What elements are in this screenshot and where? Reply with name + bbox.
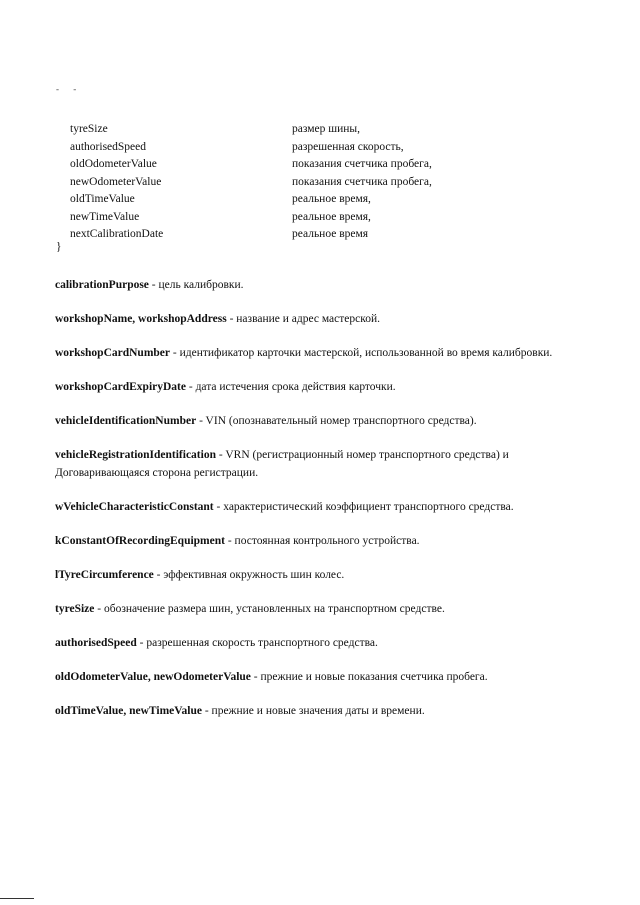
definition-paragraph bbox=[55, 412, 570, 430]
definition-term: tyreSize bbox=[55, 603, 95, 615]
field-name: oldTimeValue bbox=[70, 193, 135, 205]
field-name: newTimeValue bbox=[70, 210, 140, 223]
field-row bbox=[70, 139, 510, 157]
definition-text: - характеристический коэффициент транспортного средства. bbox=[213, 501, 514, 513]
definition-term: kConstantOfRecordingEquipment bbox=[55, 535, 225, 547]
definition-paragraph bbox=[55, 378, 570, 396]
field-name: nextCalibrationDate bbox=[70, 228, 164, 240]
definition-text: - постоянная контрольного устройства. bbox=[224, 535, 420, 547]
field-description: реальное время, bbox=[292, 210, 371, 223]
definition-text: - VIN (опознавательный номер транспортного средства). bbox=[196, 415, 477, 427]
definition-term: lTyreCircumference bbox=[55, 569, 154, 581]
definition-paragraph bbox=[55, 634, 570, 652]
definition-paragraph bbox=[55, 532, 570, 550]
field-row bbox=[70, 156, 510, 174]
definition-text: - идентификатор карточки мастерской, использованной во время калибровки. bbox=[170, 347, 553, 359]
field-name: newOdometerValue bbox=[70, 175, 162, 188]
definition-term: vehicleIdentificationNumber bbox=[55, 415, 197, 427]
definition-term: wVehicleCharacteristicConstant bbox=[55, 501, 214, 513]
field-row bbox=[70, 226, 510, 244]
definition-term: workshopCardNumber bbox=[55, 347, 171, 359]
definition-text: - название и адрес мастерской. bbox=[226, 313, 381, 325]
structure-field-list bbox=[70, 121, 510, 244]
field-description: показания счетчика пробега, bbox=[292, 158, 432, 170]
definition-text: - прежние и новые значения даты и времени. bbox=[201, 705, 425, 717]
field-description: разрешенная скорость, bbox=[292, 140, 404, 153]
definitions-section bbox=[55, 276, 570, 720]
field-row bbox=[70, 121, 510, 139]
field-description: размер шины, bbox=[292, 123, 361, 135]
field-name: oldOdometerValue bbox=[70, 158, 157, 170]
field-row bbox=[70, 191, 510, 209]
definition-text: - VRN (регистрационный номер транспортного средства) и Договаривающаяся сторона регистрации. bbox=[55, 449, 509, 479]
definition-term: workshopName, workshopAddress bbox=[55, 313, 227, 325]
definition-term: vehicleRegistrationIdentification bbox=[55, 449, 216, 461]
definition-paragraph bbox=[55, 702, 570, 720]
definition-text: - цель калибровки. bbox=[148, 279, 244, 291]
field-description: реальное время, bbox=[292, 193, 371, 205]
definition-term: oldTimeValue, newTimeValue bbox=[55, 705, 202, 717]
definition-paragraph bbox=[55, 498, 570, 516]
field-description: показания счетчика пробега, bbox=[292, 175, 432, 188]
definition-text: - разрешенная скорость транспортного средства. bbox=[136, 637, 378, 649]
definition-text: - эффективная окружность шин колес. bbox=[153, 569, 345, 581]
definition-paragraph bbox=[55, 446, 570, 482]
definition-paragraph bbox=[55, 600, 570, 618]
definition-paragraph bbox=[55, 668, 570, 686]
definition-term: oldOdometerValue, newOdometerValue bbox=[55, 671, 251, 683]
closing-brace: } bbox=[56, 241, 62, 253]
field-name: authorisedSpeed bbox=[70, 140, 147, 153]
definition-text: - прежние и новые показания счетчика пробега. bbox=[250, 671, 488, 683]
definition-term: workshopCardExpiryDate bbox=[55, 381, 186, 393]
field-name: tyreSize bbox=[70, 123, 108, 135]
definition-text: - дата истечения срока действия карточки. bbox=[185, 381, 396, 393]
page-mark: - - bbox=[56, 84, 83, 94]
footer-rule bbox=[0, 898, 34, 899]
field-description: реальное время bbox=[292, 228, 369, 240]
field-row bbox=[70, 174, 510, 192]
definition-term: calibrationPurpose bbox=[55, 279, 149, 291]
definition-paragraph bbox=[55, 566, 570, 584]
definition-paragraph bbox=[55, 344, 570, 362]
field-row bbox=[70, 209, 510, 227]
definition-paragraph bbox=[55, 276, 570, 294]
definition-paragraph bbox=[55, 310, 570, 328]
definition-text: - обозначение размера шин, установленных на транспортном средстве. bbox=[94, 603, 445, 615]
definition-term: authorisedSpeed bbox=[55, 637, 137, 649]
